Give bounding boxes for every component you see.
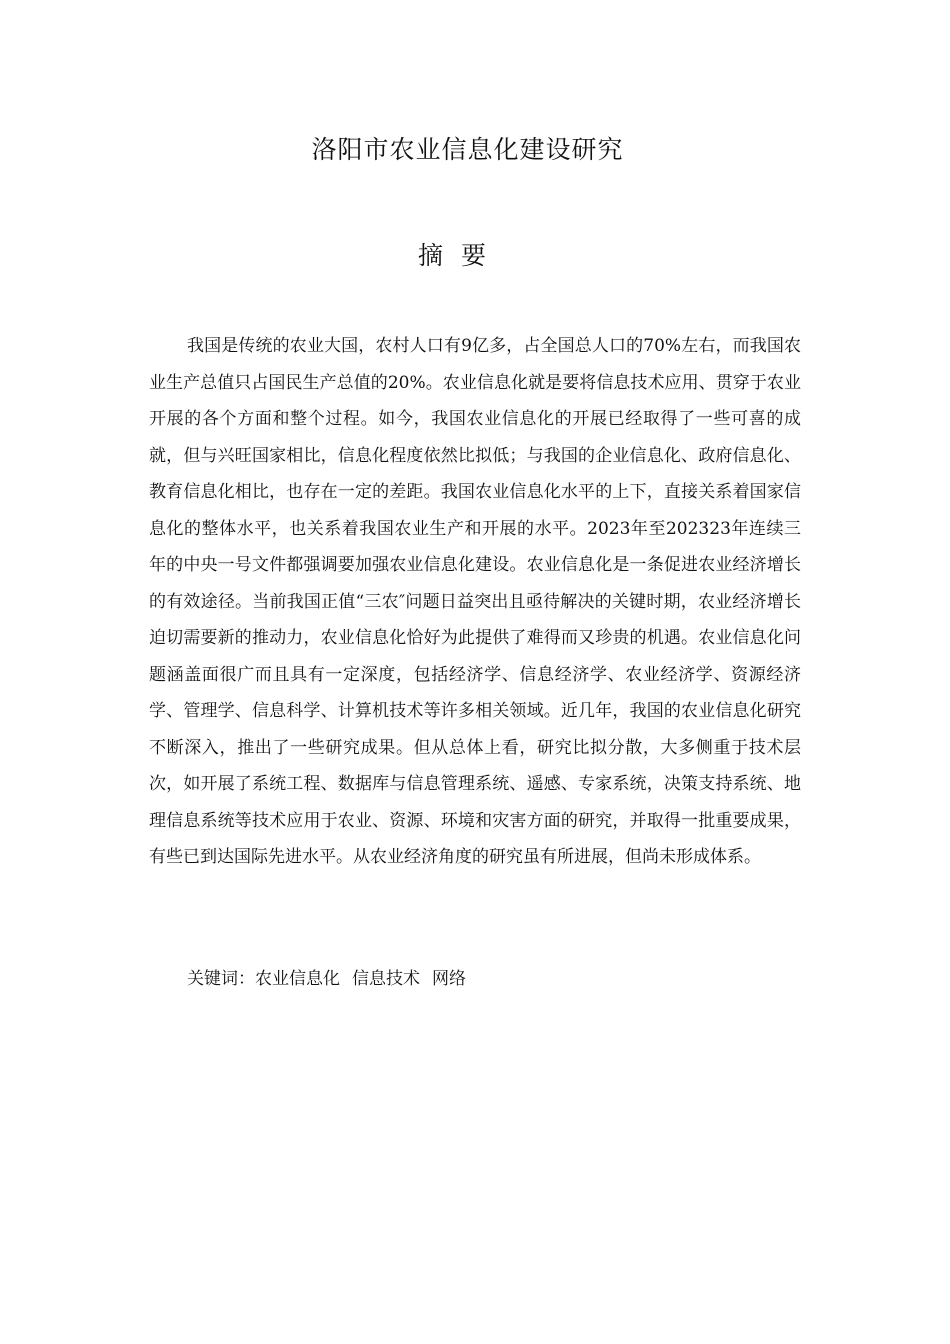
keywords-label: 关键词： (187, 969, 255, 989)
document-title: 洛阳市农业信息化建设研究 (311, 135, 624, 164)
abstract-body: 我国是传统的农业大国，农村人口有9亿多，占全国总人口的70%左右，而我国农业生产总值只占国民生产总值的20%。农业信息化就是要将信息技术应用、贯穿于农业开展的各个方面和整个过程。如今，我国农业信息化的开展已经取得了一些可喜的成就，但与兴旺国家相比，信息化程度依然比拟低；与我国的企业信息化、政府信息化、教育信息化相比，也存在一定的差距。我国农业信息化水平的上下，直接关系着国家信息化的整体水平，也关系着我国农业生产和开展的水平。2023年至202323年连续三年的中央一号文件都强调要加强农业信息化建设。农业信息化是一条促进农业经济增长的有效途径。当前我国正值“三农″问题日益突出且亟待解决的关键时期，农业经济增长迫切需要新的推动力，农业信息化恰好为此提供了难得而又珍贵的机遇。农业信息化问题涵盖面很广而且具有一定深度，包括经济学、信息经济学、农业经济学、资源经济学、管理学、信息科学、计算机技术等许多相关领域。近几年，我国的农业信息化研究不断深入，推出了一些研究成果。但从总体上看，研究比拟分散，大多侧重于技术层次，如开展了系统工程、数据库与信息管理系统、遥感、专家系统，决策支持系统、地理信息系统等技术应用于农业、资源、环境和灾害方面的研究，并取得一批重要成果，有些已到达国际先进水平。从农业经济角度的研究虽有所进展，但尚未形成体系。 (149, 336, 801, 867)
keyword-item: 网络 (432, 969, 466, 989)
keywords-line (149, 961, 801, 998)
keyword-item: 农业信息化 (255, 969, 340, 989)
abstract-heading: 摘要 (417, 241, 504, 270)
keyword-item: 信息技术 (352, 969, 420, 989)
